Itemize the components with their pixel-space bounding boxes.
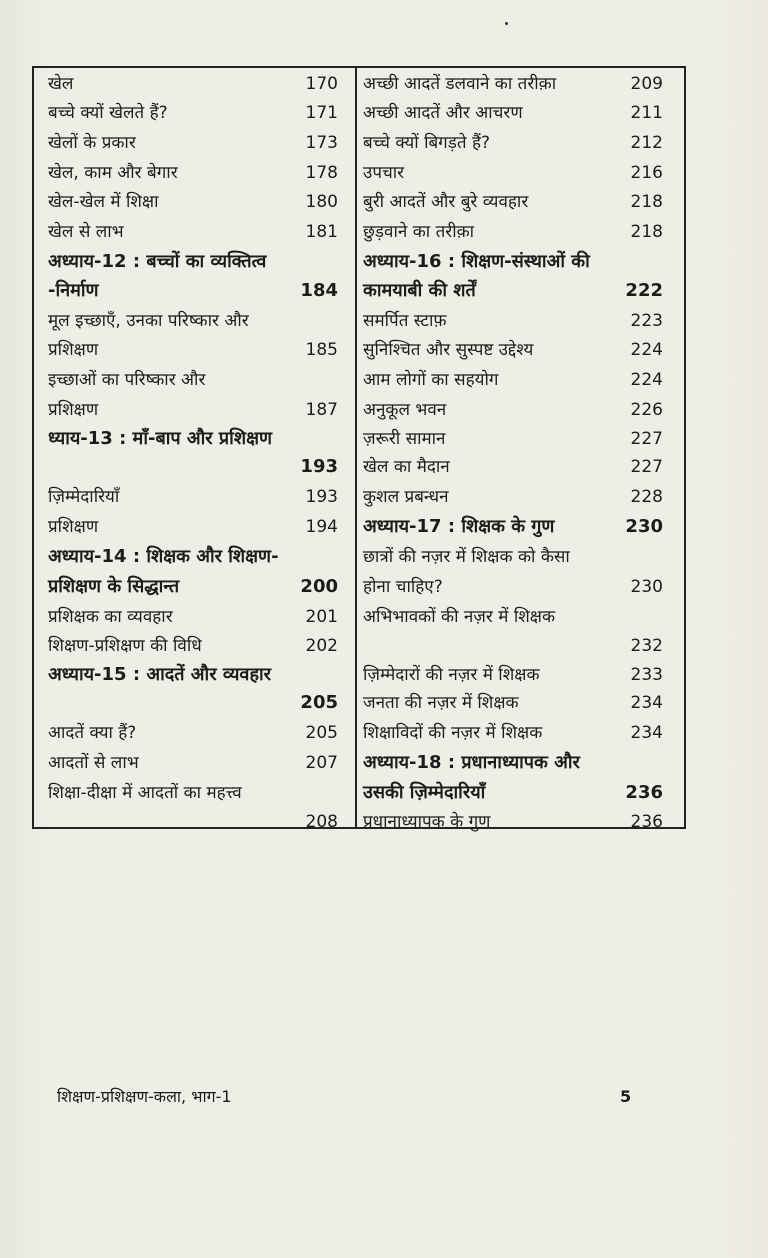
entry-page-number: 223 — [630, 311, 663, 332]
entry-page-number: 212 — [630, 132, 663, 153]
entry-title: आदतें क्या हैं? — [48, 722, 137, 743]
entry-title: खेल का मैदान — [363, 457, 450, 478]
entry-page-number: 230 — [625, 516, 663, 538]
print-speck — [505, 22, 508, 25]
entry-title: शिक्षा-दीक्षा में आदतों का महत्त्व — [48, 782, 242, 803]
entry-page-number: 211 — [630, 103, 663, 124]
toc-entry — [48, 804, 338, 840]
entry-title: जनता की नज़र में शिक्षक — [363, 693, 519, 714]
entry-title: कुशल प्रबन्धन — [363, 487, 449, 508]
entry-page-number: 202 — [305, 635, 338, 656]
entry-title: अच्छी आदतें डलवाने का तरीक़ा — [363, 74, 557, 94]
entry-title: -निर्माण — [48, 280, 99, 302]
entry-page-number: 201 — [305, 606, 338, 627]
entry-page-number: 207 — [305, 752, 338, 773]
entry-title: बुरी आदतें और बुरे व्यवहार — [363, 191, 529, 212]
entry-title: सुनिश्चित और सुस्पष्ट उद्देश्य — [363, 340, 534, 361]
entry-title: आम लोगों का सहयोग — [363, 370, 499, 391]
column-divider — [355, 66, 357, 829]
entry-title: अध्याय-17 : शिक्षक के गुण — [363, 516, 555, 538]
entry-title: खेल-खेल में शिक्षा — [48, 191, 159, 212]
entry-title: अध्याय-15 : आदतें और व्यवहार — [48, 664, 272, 686]
entry-page-number: 173 — [305, 132, 338, 153]
entry-page-number: 226 — [630, 399, 663, 420]
entry-title: अध्याय-14 : शिक्षक और शिक्षण- — [48, 545, 279, 567]
entry-page-number: 181 — [305, 221, 338, 242]
entry-title: खेल, काम और बेगार — [48, 162, 178, 183]
entry-page-number: 187 — [305, 399, 338, 420]
entry-page-number: 209 — [630, 74, 663, 94]
entry-title: कामयाबी की शर्तें — [363, 280, 476, 302]
entry-title: प्रशिक्षण — [48, 399, 99, 420]
entry-page-number: 233 — [630, 665, 663, 686]
entry-page-number: 216 — [630, 162, 663, 183]
entry-title: ज़िम्मेदारों की नज़र में शिक्षक — [363, 665, 540, 686]
entry-title: बच्चे क्यों खेलते हैं? — [48, 103, 168, 124]
entry-title: छुड़वाने का तरीक़ा — [363, 221, 475, 242]
entry-page-number: 234 — [630, 693, 663, 714]
entry-title: प्रधानाध्यापक के गुण — [363, 812, 491, 833]
entry-page-number: 228 — [630, 487, 663, 508]
entry-page-number: 232 — [630, 635, 663, 656]
entry-page-number: 193 — [300, 456, 338, 478]
entry-page-number: 200 — [300, 575, 338, 597]
entry-page-number: 218 — [630, 221, 663, 242]
entry-title: प्रशिक्षण — [48, 517, 99, 538]
entry-title: खेलों के प्रकार — [48, 132, 136, 153]
entry-page-number: 184 — [300, 280, 338, 302]
entry-page-number: 194 — [305, 517, 338, 538]
entry-page-number: 205 — [300, 692, 338, 714]
entry-page-number: 193 — [305, 487, 338, 508]
entry-title: शिक्षण-प्रशिक्षण की विधि — [48, 635, 202, 656]
entry-page-number: 224 — [630, 340, 663, 361]
footer-page-number: 5 — [620, 1087, 632, 1106]
toc-entry — [363, 804, 663, 840]
entry-title: बच्चे क्यों बिगड़ते हैं? — [363, 132, 490, 153]
entry-title: उसकी ज़िम्मेदारियाँ — [363, 781, 486, 803]
entry-page-number: 234 — [630, 722, 663, 743]
entry-title: अध्याय-18 : प्रधानाध्यापक और — [363, 751, 580, 773]
entry-page-number: 171 — [305, 103, 338, 124]
entry-title: मूल इच्छाएँ, उनका परिष्कार और — [48, 311, 249, 332]
entry-page-number: 224 — [630, 370, 663, 391]
entry-title: प्रशिक्षण के सिद्धान्त — [48, 575, 180, 597]
entry-page-number: 208 — [305, 812, 338, 833]
entry-title: अच्छी आदतें और आचरण — [363, 103, 523, 124]
entry-page-number: 218 — [630, 191, 663, 212]
entry-title: अध्याय-12 : बच्चों का व्यक्तित्व — [48, 250, 267, 272]
entry-title: प्रशिक्षण — [48, 340, 99, 361]
entry-title: होना चाहिए? — [363, 576, 443, 597]
entry-page-number: 227 — [630, 457, 663, 478]
entry-title: समर्पित स्टाफ़ — [363, 311, 447, 332]
entry-page-number: 170 — [305, 74, 338, 94]
entry-title: ज़िम्मेदारियाँ — [48, 487, 120, 508]
entry-title: उपचार — [363, 162, 405, 183]
entry-page-number: 236 — [625, 781, 663, 803]
entry-page-number: 230 — [630, 576, 663, 597]
entry-page-number: 236 — [630, 812, 663, 833]
entry-title: शिक्षाविदों की नज़र में शिक्षक — [363, 722, 543, 743]
entry-page-number: 178 — [305, 162, 338, 183]
footer-book-title: शिक्षण-प्रशिक्षण-कला, भाग-1 — [57, 1087, 232, 1106]
entry-title: छात्रों की नज़र में शिक्षक को कैसा — [363, 546, 570, 567]
entry-title: ज़रूरी सामान — [363, 429, 446, 449]
entry-page-number: 180 — [305, 191, 338, 212]
entry-title: आदतों से लाभ — [48, 752, 139, 773]
entry-page-number: 222 — [625, 280, 663, 302]
entry-title: खेल से लाभ — [48, 221, 124, 242]
entry-title: अनुकूल भवन — [363, 399, 447, 420]
entry-title: अभिभावकों की नज़र में शिक्षक — [363, 606, 556, 627]
entry-page-number: 227 — [630, 429, 663, 449]
entry-title: प्रशिक्षक का व्यवहार — [48, 606, 173, 627]
entry-title: अध्याय-16 : शिक्षण-संस्थाओं की — [363, 250, 590, 272]
entry-title: इच्छाओं का परिष्कार और — [48, 370, 206, 391]
entry-title: ध्याय-13 : माँ-बाप और प्रशिक्षण — [48, 428, 272, 449]
entry-title: खेल — [48, 74, 74, 94]
entry-page-number: 185 — [305, 340, 338, 361]
entry-page-number: 205 — [305, 722, 338, 743]
